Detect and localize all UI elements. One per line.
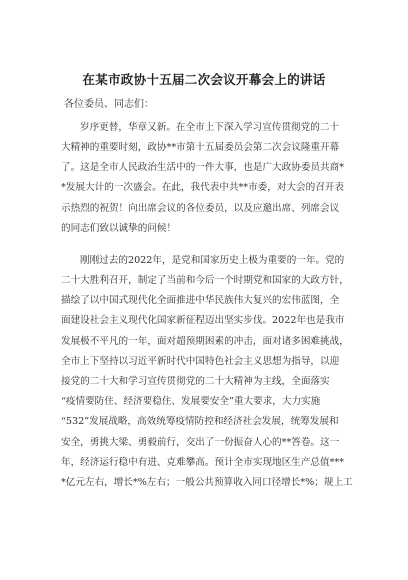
paragraph-line: 大精神的重要时刻，政协**市第十五届委员会第二次会议隆重开幕: [61, 142, 340, 153]
salutation: 各位委员、同志们：: [64, 99, 154, 110]
paragraph-line: 年，经济运行稳中有进、克难攀高。预计全市实现地区生产总值***: [61, 457, 345, 468]
paragraph-line: 全市上下坚持以习近平新时代中国特色社会主义思想为指导，以迎: [61, 356, 340, 367]
paragraph-line: “532”发展战略，高效统筹疫情防控和经济社会发展，统筹发展和: [61, 416, 339, 427]
document-title: 在某市政协十五届二次会议开幕会上的讲话: [82, 72, 326, 87]
paragraph-line: 示热烈的祝贺！向出席会议的各位委员，以及应邀出席、列席会议: [61, 203, 340, 214]
paragraph-line: *发展大计的一次盛会。在此，我代表中共**市委，对大会的召开表: [61, 182, 345, 193]
paragraph-line: *亿元左右，增长*%左右；一般公共预算收入同口径增长*%；规上工: [61, 477, 353, 488]
paragraph-line: 接党的二十大和学习宣传贯彻党的二十大精神为主线，全面落实: [61, 376, 330, 387]
paragraph-line: 发展极不平凡的一年，面对超预期困素的冲击，面对诸多困难挑战，: [61, 336, 349, 347]
paragraph-line: 描绘了以中国式现代化全面推进中华民族伟大复兴的宏伟蓝图，全: [61, 295, 340, 306]
paragraph-line: 安全，勇挑大梁、勇毅前行，交出了一份振奋人心的**答卷。这一: [61, 437, 340, 448]
paragraph-line: 刚刚过去的2022年，是党和国家历史上极为重要的一年。党的: [80, 255, 345, 266]
paragraph-line: 的同志们致以诚挚的问候！: [61, 223, 177, 234]
paragraph-line: 二十大胜利召开，制定了当前和今后一个时期党和国家的大政方针，: [61, 275, 349, 286]
paragraph-line: “疫情要防住、经济要稳住、发展要安全”重大要求，大力实施: [61, 396, 321, 407]
paragraph-line: 岁序更替，华章又新。在全市上下深入学习宣传贯彻党的二十: [80, 122, 340, 133]
paragraph-line: 面建设社会主义现代化国家新征程迈出坚实步伐。2022年也是我市: [61, 315, 345, 326]
paragraph-line: 了。这是全市人民政治生活中的一件大事，也是广大政协委员共商*: [61, 162, 345, 173]
